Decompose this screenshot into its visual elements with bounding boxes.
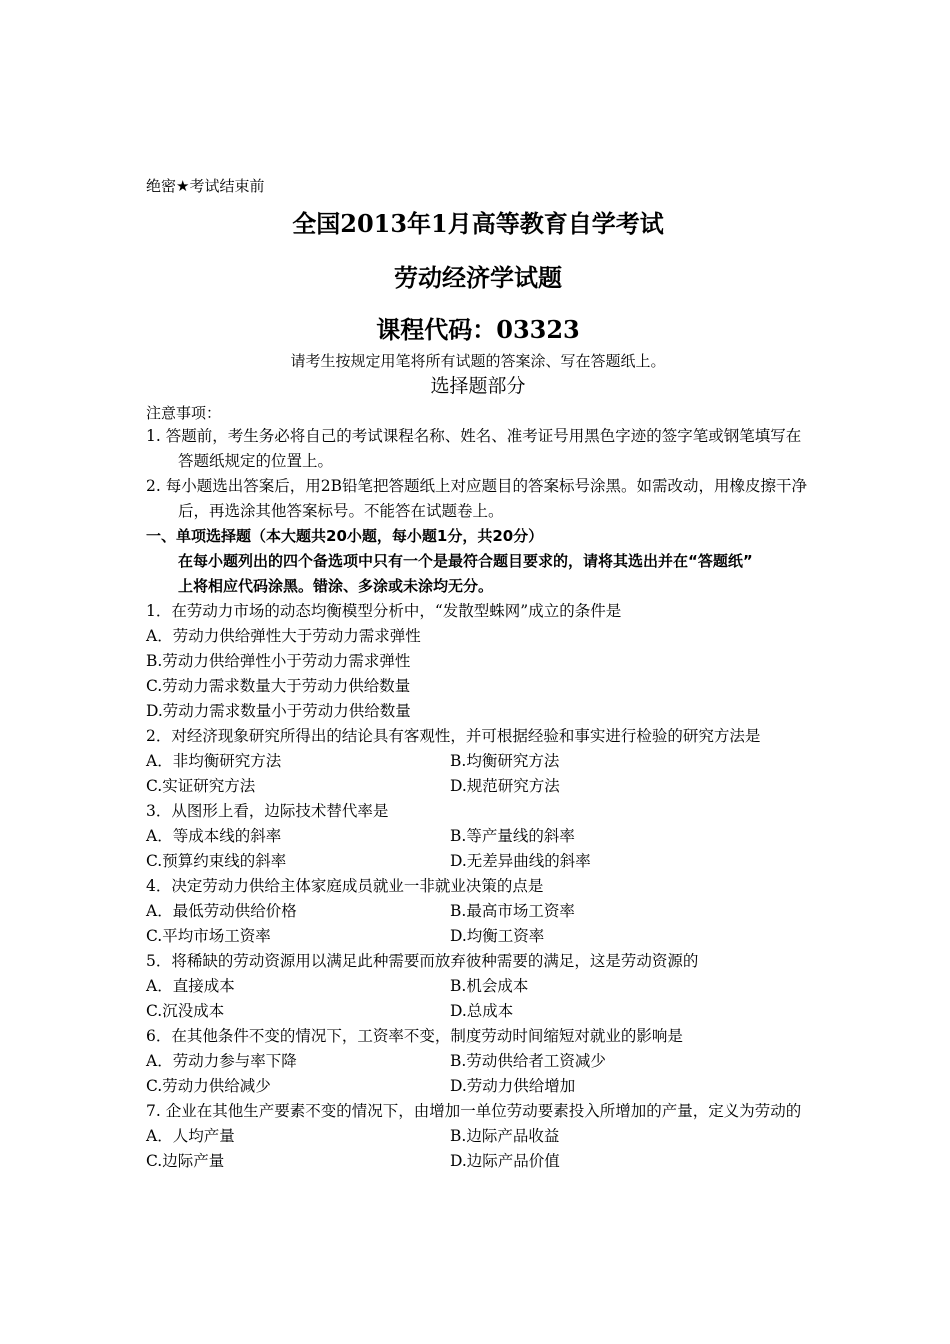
option-row	[146, 999, 810, 1024]
course-code: 课程代码：03323	[376, 315, 580, 344]
option-row	[146, 849, 810, 874]
option-d: D.劳动力供给增加	[450, 1077, 576, 1095]
option-b: B.边际产品收益	[450, 1127, 560, 1145]
option-b: B.劳动供给者工资减少	[450, 1052, 606, 1070]
option-row	[146, 1149, 810, 1174]
option-row	[146, 974, 810, 999]
option-c: C.劳动力需求数量大于劳动力供给数量	[146, 677, 411, 695]
option-a: A．等成本线的斜率	[146, 827, 282, 845]
notice-item: 2. 每小题选出答案后，用2B铅笔把答题纸上对应题目的答案标号涂黑。如需改动，用橡皮擦干净后，再选涂其他答案标号。不能答在试题卷上。	[146, 477, 807, 520]
option-row	[146, 1049, 810, 1074]
option-c: C.沉没成本	[146, 1002, 225, 1020]
option-a: A．直接成本	[146, 977, 235, 995]
option-b: B.最高市场工资率	[450, 902, 575, 920]
option-d: D.劳动力需求数量小于劳动力供给数量	[146, 702, 411, 720]
subject-title: 劳动经济学试题	[394, 263, 562, 292]
section-directions: 上将相应代码涂黑。错涂、多涂或未涂均无分。	[178, 577, 494, 595]
option-row	[146, 774, 810, 799]
option-c: C.实证研究方法	[146, 777, 256, 795]
part-heading: 选择题部分	[430, 375, 526, 397]
section-heading: 一、单项选择题（本大题共20小题，每小题1分，共20分）	[146, 527, 544, 545]
question-stem: 4．决定劳动力供给主体家庭成员就业一非就业决策的点是	[146, 877, 544, 895]
option-b: B.等产量线的斜率	[450, 827, 575, 845]
option-a: A．非均衡研究方法	[146, 752, 282, 770]
option-d: D.均衡工资率	[450, 927, 545, 945]
confidential-label: 绝密★考试结束前	[146, 177, 265, 195]
option-c: C.平均市场工资率	[146, 927, 271, 945]
option-row	[146, 824, 810, 849]
option-d: D.总成本	[450, 1002, 514, 1020]
exam-title: 全国2013年1月高等教育自学考试	[292, 209, 664, 238]
option-row	[146, 1074, 810, 1099]
question-stem: 1．在劳动力市场的动态均衡模型分析中，“发散型蛛网”成立的条件是	[146, 602, 622, 620]
notice-heading: 注意事项：	[146, 404, 222, 422]
option-a: A．劳动力参与率下降	[146, 1052, 297, 1070]
option-d: D.规范研究方法	[450, 777, 560, 795]
question-stem: 6．在其他条件不变的情况下，工资率不变，制度劳动时间缩短对就业的影响是	[146, 1027, 683, 1045]
option-b: B.劳动力供给弹性小于劳动力需求弹性	[146, 652, 411, 670]
option-b: B.均衡研究方法	[450, 752, 560, 770]
question-stem: 7. 企业在其他生产要素不变的情况下，由增加一单位劳动要素投入所增加的产量，定义为劳动的	[146, 1102, 802, 1120]
option-d: D.无差异曲线的斜率	[450, 852, 591, 870]
option-d: D.边际产品价值	[450, 1152, 560, 1170]
exam-instruction: 请考生按规定用笔将所有试题的答案涂、写在答题纸上。	[290, 352, 666, 370]
option-c: C.边际产量	[146, 1152, 225, 1170]
option-c: C.劳动力供给减少	[146, 1077, 271, 1095]
section-directions: 在每小题列出的四个备选项中只有一个是最符合题目要求的，请将其选出并在“答题纸”	[178, 552, 753, 570]
option-a: A．劳动力供给弹性大于劳动力需求弹性	[146, 627, 421, 645]
exam-page	[146, 174, 810, 1174]
option-c: C.预算约束线的斜率	[146, 852, 287, 870]
option-b: B.机会成本	[450, 977, 529, 995]
question-stem: 5．将稀缺的劳动资源用以满足此种需要而放弃彼种需要的满足，这是劳动资源的	[146, 952, 699, 970]
notice-item: 1. 答题前，考生务必将自己的考试课程名称、姓名、准考证号用黑色字迹的签字笔或钢笔填写在答题纸规定的位置上。	[146, 427, 802, 470]
question-stem: 2．对经济现象研究所得出的结论具有客观性，并可根据经验和事实进行检验的研究方法是	[146, 727, 761, 745]
option-a: A．人均产量	[146, 1127, 235, 1145]
question-stem: 3．从图形上看，边际技术替代率是	[146, 802, 389, 820]
option-row	[146, 924, 810, 949]
option-row	[146, 899, 810, 924]
option-row	[146, 1124, 810, 1149]
option-a: A．最低劳动供给价格	[146, 902, 297, 920]
option-row	[146, 749, 810, 774]
